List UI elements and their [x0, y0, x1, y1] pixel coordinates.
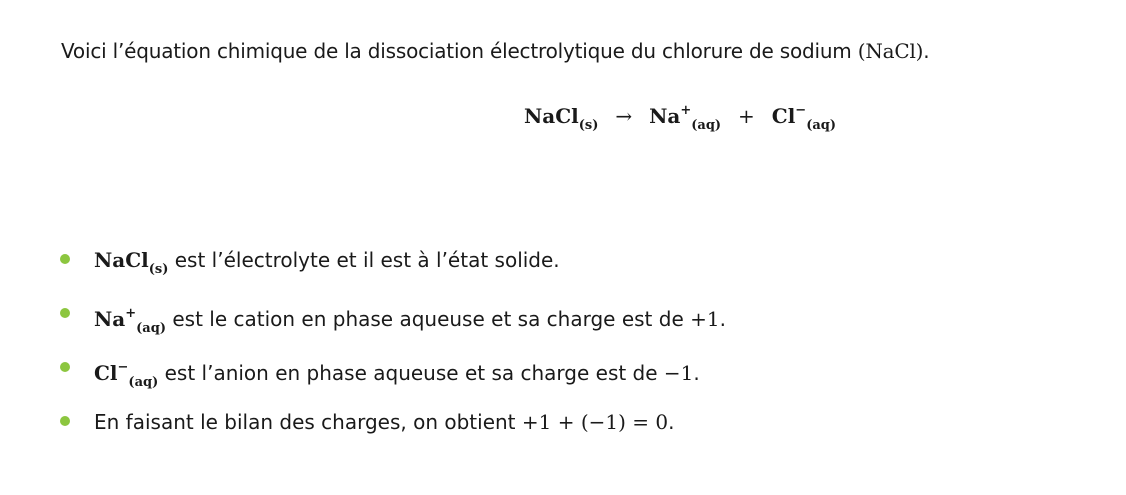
b2-state: (aq) — [136, 321, 166, 336]
b2-value: +1 — [690, 307, 720, 331]
list-item — [58, 245, 726, 299]
b2-charge: + — [125, 306, 137, 321]
intro-text: Voici l’équation chimique de la dissociation électrolytique du chlorure de sodium — [61, 39, 858, 63]
b4-math: +1 + (−1) = 0 — [521, 410, 669, 434]
b2-end: . — [719, 307, 726, 331]
bullet-dot-icon — [60, 362, 70, 372]
b1-text: est l’électrolyte et il est à l’état solide. — [168, 248, 560, 272]
b1-formula: NaCl — [94, 248, 149, 272]
product1-charge: + — [680, 103, 692, 118]
bullet-dot-icon — [60, 254, 70, 264]
b2-text: est le cation en phase aqueuse et sa charge est de — [165, 307, 691, 331]
chemical-equation — [524, 96, 836, 141]
intro-end: . — [923, 39, 930, 63]
intro-formula: (NaCl) — [857, 39, 924, 63]
reactant-formula: NaCl — [524, 104, 579, 128]
b1-state: (s) — [148, 262, 169, 277]
product1-formula: Na — [649, 104, 681, 128]
plus-sign: + — [738, 104, 755, 128]
product2-formula: Cl — [771, 104, 796, 128]
product1-state: (aq) — [691, 118, 722, 133]
b3-value: −1 — [663, 361, 694, 385]
list-item — [58, 353, 726, 407]
b3-state: (aq) — [128, 375, 159, 390]
b4-text: En faisant le bilan des charges, on obtient — [94, 410, 522, 434]
list-item — [58, 299, 726, 353]
reaction-arrow: → — [615, 104, 633, 128]
b2-formula: Na — [94, 307, 126, 331]
product2-state: (aq) — [806, 118, 837, 133]
b3-end: . — [693, 361, 700, 385]
intro-paragraph — [61, 37, 929, 65]
bullet-list — [58, 245, 726, 461]
product2-charge: − — [795, 103, 807, 118]
b3-formula: Cl — [94, 361, 118, 385]
reactant-state: (s) — [578, 118, 599, 133]
bullet-dot-icon — [60, 416, 70, 426]
b4-end: . — [668, 410, 675, 434]
list-item — [58, 407, 726, 461]
bullet-dot-icon — [60, 308, 70, 318]
b3-text: est l’anion en phase aqueuse et sa charge est de — [158, 361, 664, 385]
b3-charge: − — [117, 360, 129, 375]
